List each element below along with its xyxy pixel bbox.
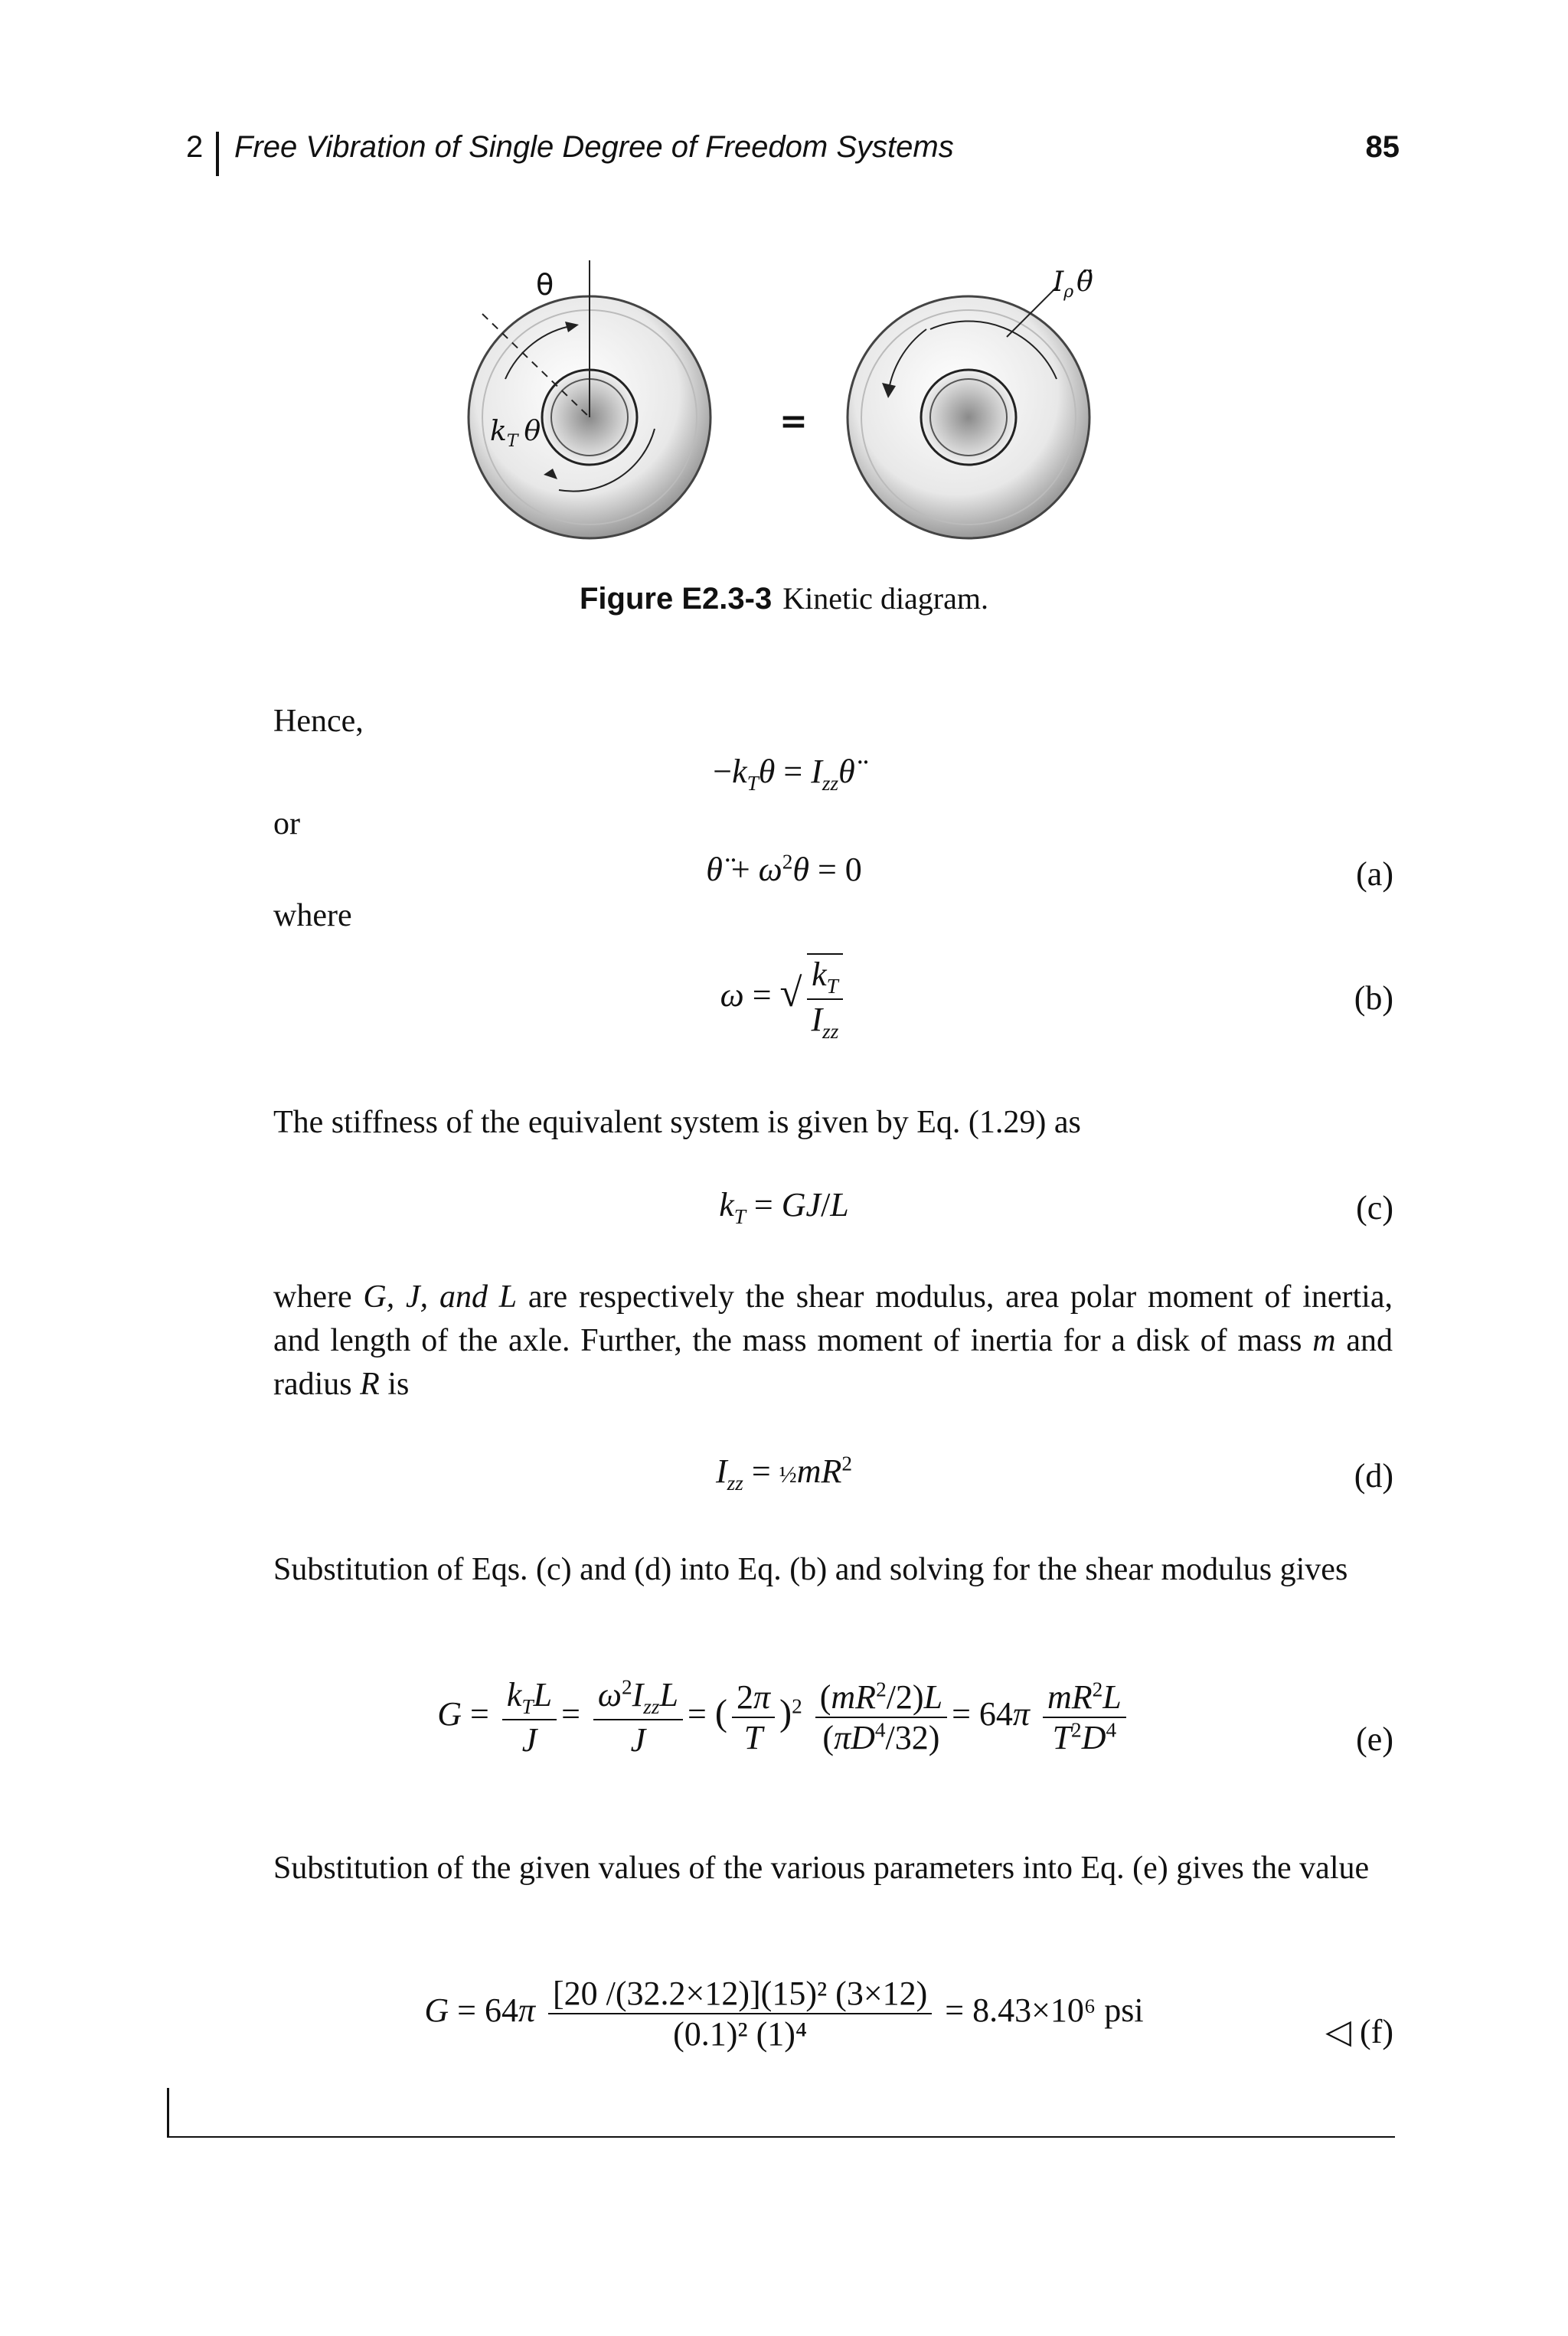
equation-f-denominator: (0.1)² (1)⁴ — [673, 2015, 808, 2053]
equation-f-numerator: [20 /(32.2×12)](15)² (3×12) — [548, 1974, 932, 2014]
where-text: where — [273, 898, 352, 933]
equation-e: G = $\frac{k_TL}{J}$ = $\frac{\omega^2I_{zz}L}{J}$ = ( $\frac{2\pi}{T}$ )$^2$ $\frac{(mR^2/2)L}{(\pi D^4/32)}$ = 64π $\frac{mR^2L}{T^2D^4}$ — [0, 1675, 1568, 1759]
equation-tag-b: (b) — [1354, 979, 1393, 1017]
equation-a: θ̈ + $\omega^2\theta = 0$ — [706, 850, 862, 888]
or-text: or — [273, 806, 300, 841]
equation-tag-c: (c) — [1356, 1189, 1393, 1227]
substitution-paragraph-2: Substitution of the given values of the various parameters into Eq. (e) gives the value — [273, 1851, 1370, 1886]
footer-rule — [167, 2136, 1395, 2138]
equation-tag-a: (a) — [1356, 855, 1393, 893]
kinetic-diagram — [459, 245, 1118, 582]
equation-tag-d: (d) — [1354, 1457, 1393, 1495]
equation-motion: $-k_T\theta$ = $I_{zz}\thetä$ — [713, 753, 855, 795]
figure-label: Figure E2.3-3 — [580, 582, 773, 616]
right-disk — [848, 287, 1089, 538]
equation-f: G = 64π $\frac{\text{[20 /(32.2×12)](15)² (3×12)}}{\text{(0.1)² (1)⁴}}$ = 8.43×10⁶ psi — [424, 1975, 1144, 2053]
figure-caption-text: Kinetic diagram. — [782, 581, 988, 616]
left-disk — [469, 260, 710, 538]
equation-d: $I_{zz}$ = $\frac{1}{2}mR^2$ — [715, 1452, 853, 1495]
equation-c: $k_T = GJ/L$ — [719, 1186, 849, 1228]
theta-label: θ — [536, 268, 554, 302]
footer-stub — [167, 2088, 169, 2138]
figure-caption — [0, 580, 1568, 616]
header-divider — [216, 132, 219, 176]
equation-tag-e: (e) — [1356, 1720, 1393, 1758]
equation-tag-f: ◁ (f) — [1325, 2013, 1393, 2050]
stiffness-sentence: The stiffness of the equivalent system is given by Eq. (1.29) as — [273, 1105, 1081, 1140]
equation-f-result: = 8.43×10⁶ psi — [945, 1991, 1144, 2030]
inertia-moment-label: $I_\rho$ θ̈ — [1053, 266, 1093, 302]
equation-b: ω = √ $\frac{k_T}{I_{zz}}$ — [0, 953, 1568, 1044]
substitution-paragraph-1: Substitution of Eqs. (c) and (d) into Eq. (b) and solving for the shear modulus gives — [273, 1552, 1348, 1587]
chapter-number: 2 — [186, 130, 204, 164]
page-number: 85 — [1365, 130, 1400, 164]
paragraph-where-variables: where G, J, and L are respectively the shear modulus, area polar moment of inertia, and length of the axle. Further, the mass moment of inertia for a disk of mass m and radius R is — [273, 1279, 1393, 1402]
spring-moment-label: $k_T$ θ — [490, 416, 541, 451]
hence-text: Hence, — [273, 704, 364, 739]
equals-sign: = — [779, 402, 808, 441]
chapter-title: Free Vibration of Single Degree of Freedom Systems — [234, 130, 954, 164]
